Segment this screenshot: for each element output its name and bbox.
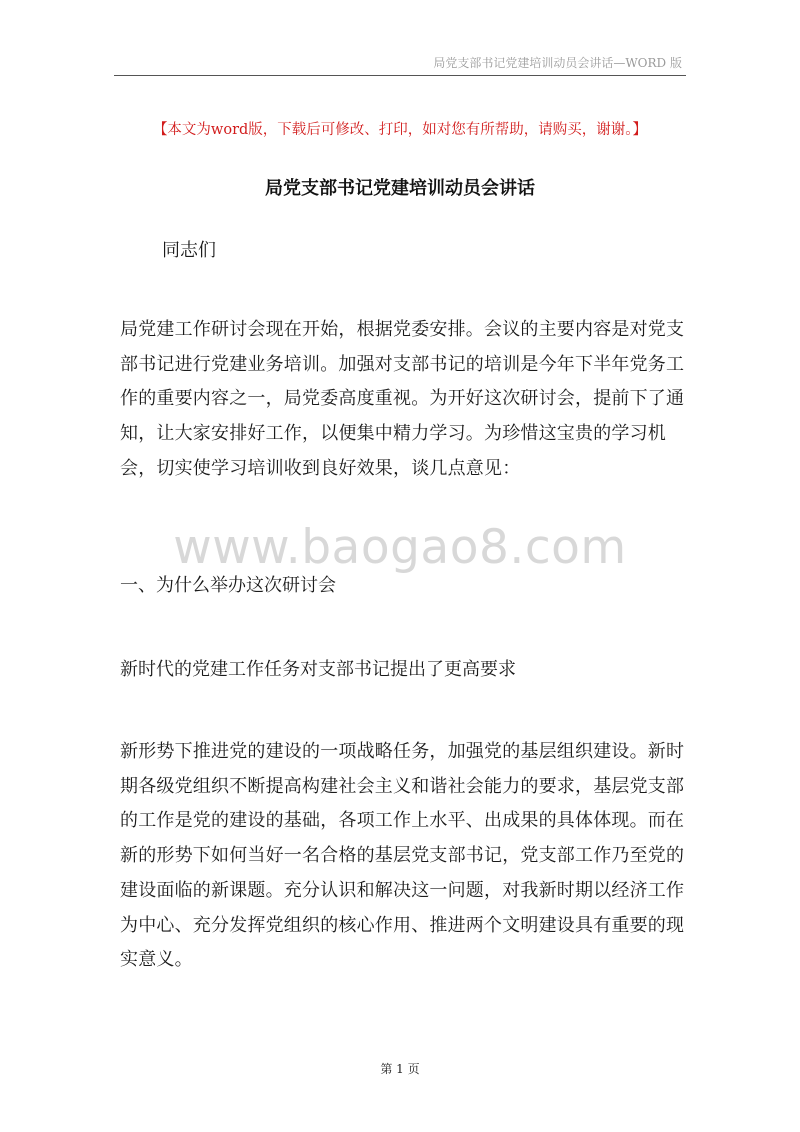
- paragraph-intro: 局党建工作研讨会现在开始，根据党委安排。会议的主要内容是对党支部书记进行党建业务培训。加强对支部书记的培训是今年下半年党务工作的重要内容之一，局党委高度重视。为开好这次研讨会，提前下了通知，让大家安排好工作，以便集中精力学习。为珍惜这宝贵的学习机会，切实使学习培训收到良好效果，谈几点意见：: [120, 319, 685, 479]
- page-number: 第 1 页: [380, 1062, 420, 1076]
- greeting: 同志们: [162, 240, 216, 261]
- paragraph-body: 新形势下推进党的建设的一项战略任务，加强党的基层组织建设。新时期各级党组织不断提高构建社会主义和谐社会能力的要求，基层党支部的工作是党的建设的基础，各项工作上水平、出成果的具体体现。而在新的形势下如何当好一名合格的基层党支部书记，党支部工作乃至党的建设面临的新课题。充分认识和解决这一问题，对我新时期以经济工作为中心、充分发挥党组织的核心作用、推进两个文明建设具有重要的现实意义。: [120, 741, 685, 971]
- watermark: www.baogao8.com: [173, 520, 627, 575]
- document-title: 局党支部书记党建培训动员会讲话: [265, 178, 535, 199]
- header-divider: [114, 75, 686, 76]
- download-notice: 【本文为word版，下载后可修改、打印，如对您有所帮助，请购买，谢谢。】: [152, 122, 648, 138]
- sub-heading: 新时代的党建工作任务对支部书记提出了更高要求: [120, 659, 516, 680]
- section-heading: 一、为什么举办这次研讨会: [120, 575, 336, 596]
- running-header: 局党支部书记党建培训动员会讲话—WORD 版: [433, 56, 682, 70]
